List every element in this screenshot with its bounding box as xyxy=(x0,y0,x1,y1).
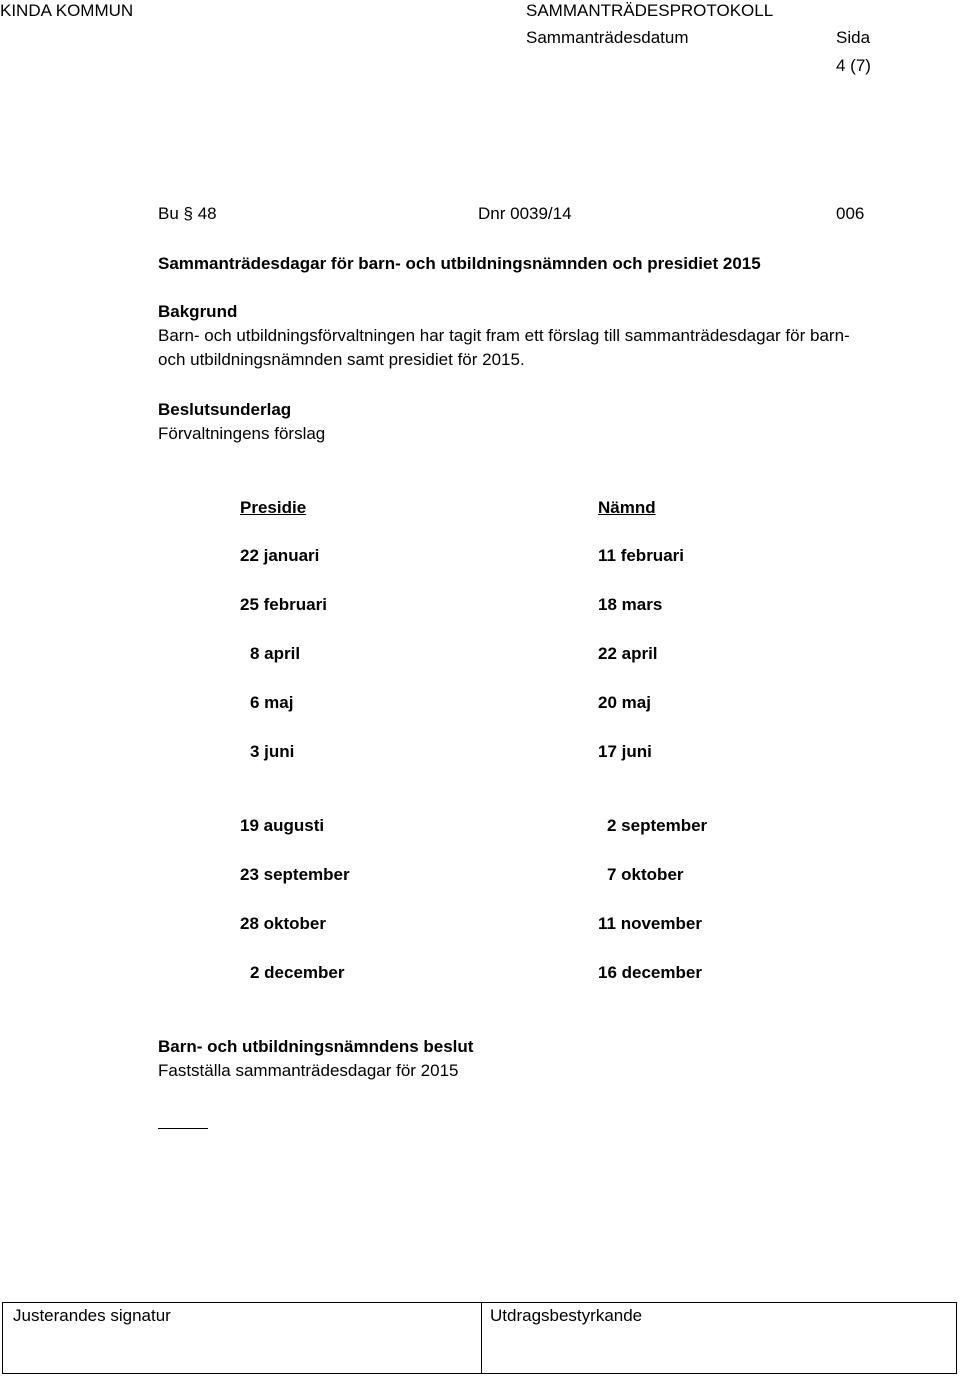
presidie-date: 2 december xyxy=(250,963,345,982)
presidie-date: 3 juni xyxy=(250,742,295,761)
background-heading: Bakgrund xyxy=(158,302,238,321)
presidie-date: 23 september xyxy=(240,865,350,884)
signature-box xyxy=(2,1302,957,1374)
org-name: KINDA KOMMUN xyxy=(0,1,134,20)
presidie-date: 22 januari xyxy=(240,546,320,565)
meeting-date-label: Sammanträdesdatum xyxy=(526,28,689,47)
namnd-date: 18 mars xyxy=(598,595,663,614)
case-paragraph: Bu § 48 xyxy=(158,204,217,223)
namnd-date: 11 februari xyxy=(598,546,684,565)
end-rule xyxy=(158,1128,208,1129)
page-number: 4 (7) xyxy=(836,56,871,75)
namnd-date: 2 september xyxy=(607,816,708,835)
presidie-header: Presidie xyxy=(240,498,307,517)
namnd-date: 17 juni xyxy=(598,742,652,761)
extract-certification-label: Utdragsbestyrkande xyxy=(490,1306,643,1325)
background-line-1: Barn- och utbildningsförvaltningen har tagit fram ett förslag till sammanträdesdagar för barn- xyxy=(158,326,850,345)
page-label: Sida xyxy=(836,28,871,47)
presidie-date: 8 april xyxy=(250,644,301,663)
background-line-2: och utbildningsnämnden samt presidiet för 2015. xyxy=(158,350,525,369)
decision-heading: Barn- och utbildningsnämndens beslut xyxy=(158,1037,474,1056)
signature-divider xyxy=(481,1303,482,1373)
basis-text: Förvaltningens förslag xyxy=(158,424,326,443)
namnd-date: 7 oktober xyxy=(607,865,684,884)
namnd-date: 22 april xyxy=(598,644,658,663)
namnd-date: 20 maj xyxy=(598,693,651,712)
adjuster-signature-label: Justerandes signatur xyxy=(13,1306,171,1325)
namnd-date: 11 november xyxy=(598,914,702,933)
presidie-date: 28 oktober xyxy=(240,914,326,933)
document-type: SAMMANTRÄDESPROTOKOLL xyxy=(526,1,774,20)
namnd-date: 16 december xyxy=(598,963,702,982)
namnd-header: Nämnd xyxy=(598,498,656,517)
case-title: Sammanträdesdagar för barn- och utbildningsnämnden och presidiet 2015 xyxy=(158,254,761,273)
presidie-date: 19 augusti xyxy=(240,816,325,835)
presidie-date: 25 februari xyxy=(240,595,327,614)
decision-text: Fastställa sammanträdesdagar för 2015 xyxy=(158,1061,459,1080)
case-dnr: Dnr 0039/14 xyxy=(478,204,572,223)
basis-heading: Beslutsunderlag xyxy=(158,400,292,419)
case-code: 006 xyxy=(836,204,865,223)
presidie-date: 6 maj xyxy=(250,693,294,712)
